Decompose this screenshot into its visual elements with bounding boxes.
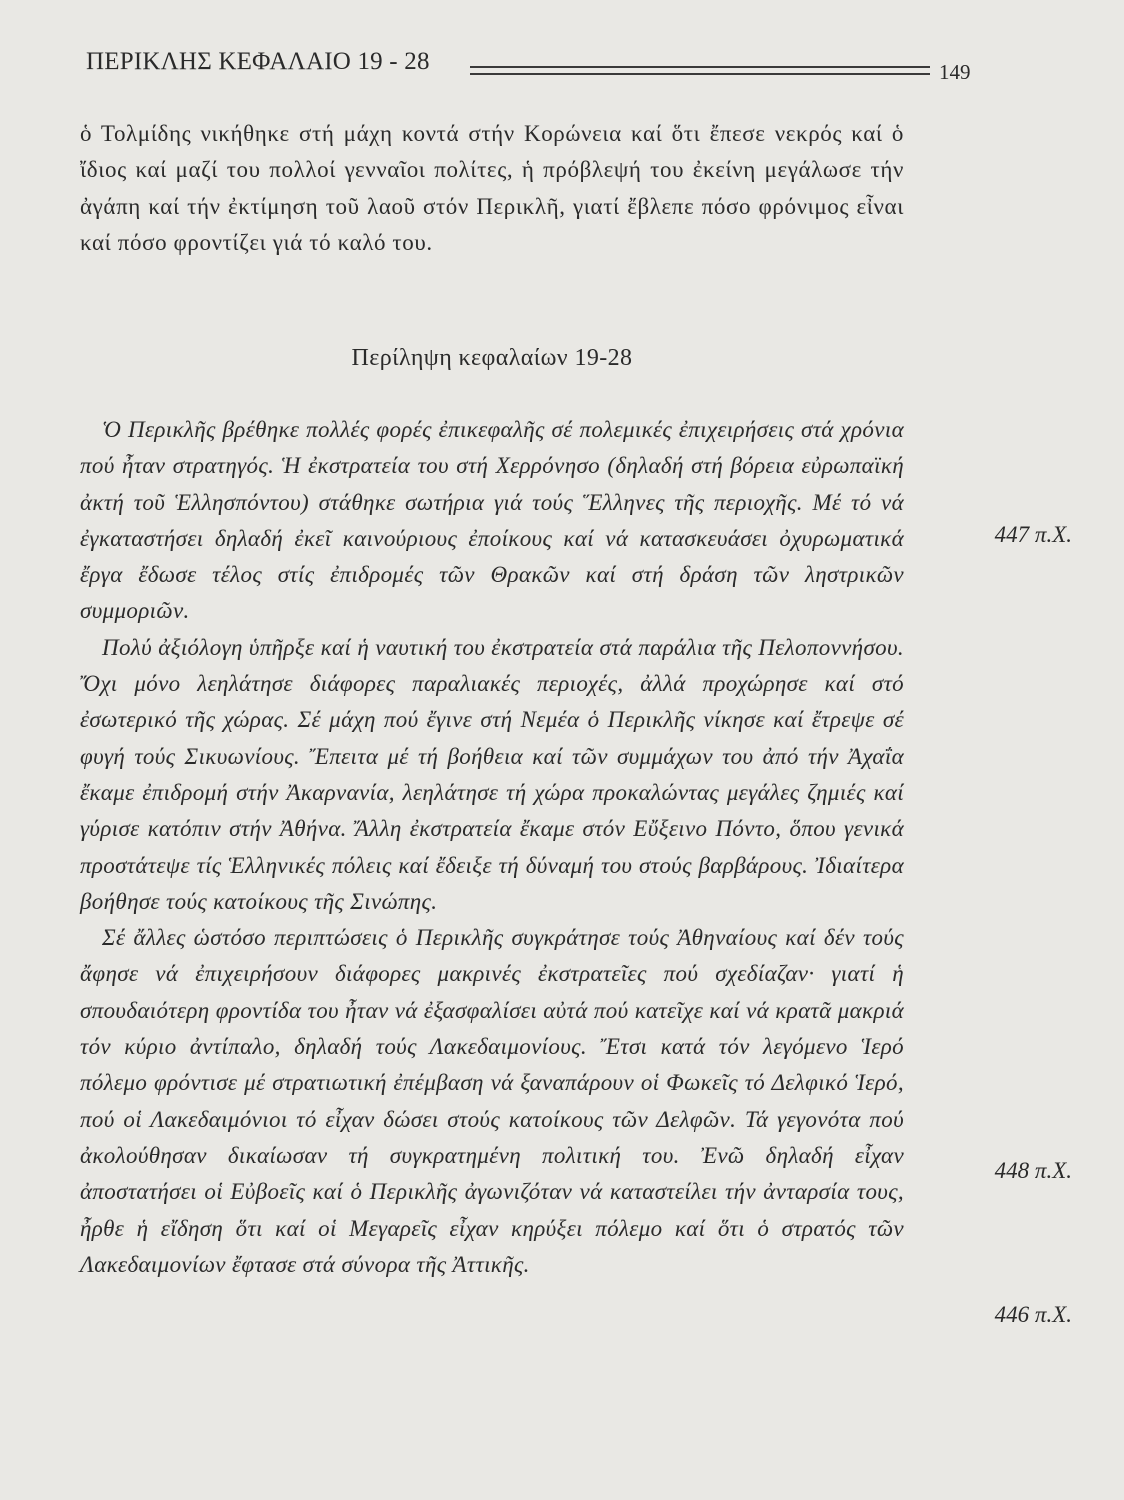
margin-date-448: 448 π.Χ. (994, 1158, 1072, 1183)
section-heading: Περίληψη κεφαλαίων 19-28 (351, 345, 633, 371)
intro-text: ὁ Τολμίδης νικήθηκε στή μάχη κοντά στήν Κορώνεια καί ὅτι ἔπεσε νεκρός καί ὁ ἴδιος καί μαζί του πολλοί γενναῖοι πολίτες, ἡ πρόβλεψή του ἐκείνη μεγάλωσε τήν ἀγάπη καί τήν ἐκτίμηση τοῦ λαοῦ στόν Περικλῆ, γιατί ἔβλεπε πόσο φρόνιμος εἶναι καί πόσο φροντίζει γιά τό καλό του. (80, 121, 904, 255)
margin-date-447: 447 π.Χ. (994, 522, 1072, 547)
intro-paragraph (80, 116, 904, 261)
summary-paragraph-3: Σέ ἄλλες ὡστόσο περιπτώσεις ὁ Περικλῆς συγκράτησε τούς Ἀθηναίους καί δέν τούς ἄφησε νά ἐπιχειρήσουν διάφορες μακρινές ἐκστρατεῖες πού σχεδίαζαν· γιατί ἡ σπουδαιότερη φροντίδα του ἦταν νά ἐξασφαλίσει αὐτά πού κατεῖχε καί νά κρατᾶ μακριά τόν κύριο ἀντίπαλο, δηλαδή τούς Λακεδαιμονίους. Ἔτσι κατά τόν λεγόμενο Ἱερό πόλεμο φρόντισε μέ στρατιωτική ἐπέμβαση νά ξαναπάρουν οἱ Φωκεῖς τό Δελφικό Ἱερό, πού οἱ Λακεδαιμόνιοι τό εἶχαν δώσει στούς κατοίκους τῶν Δελφῶν. Τά γεγονότα πού ἀκολούθησαν δικαίωσαν τή συγκρατημένη πολιτική του. Ἐνῶ δηλαδή εἶχαν ἀποστατήσει οἱ Εὐβοεῖς καί ὁ Περικλῆς ἀγωνιζόταν νά καταστείλει τήν ἀνταρσία τους, ἦρθε ἡ εἴδηση ὅτι καί οἱ Μεγαρεῖς εἶχαν κηρύξει πόλεμο καί ὅτι ὁ στρατός τῶν Λακεδαιμονίων ἔφτασε στά σύνορα τῆς Ἀττικῆς. (80, 925, 904, 1277)
summary-paragraph-2: Πολύ ἀξιόλογη ὑπῆρξε καί ἡ ναυτική του ἐκστρατεία στά παράλια τῆς Πελοποννήσου. Ὄχι μόνο λεηλάτησε διάφορες παραλιακές περιοχές, ἀλλά προχώρησε καί στό ἐσωτερικό τῆς χώρας. Σέ μάχη πού ἔγινε στή Νεμέα ὁ Περικλῆς νίκησε καί ἔτρεψε σέ φυγή τούς Σικυωνίους. Ἔπειτα μέ τή βοήθεια καί τῶν συμμάχων του ἀπό τήν Ἀχαΐα ἔκαμε ἐπιδρομή στήν Ἀκαρνανία, λεηλάτησε τή χώρα προκαλώντας μεγάλες ζημιές καί γύρισε κατόπιν στήν Ἀθήνα. Ἄλλη ἐκστρατεία ἔκαμε στόν Εὔξεινο Πόντο, ὅπου γενικά προστάτεψε τίς Ἑλληνικές πόλεις καί ἔδειξε τή δύναμή του στούς βαρβάρους. Ἰδιαίτερα βοήθησε τούς κατοίκους τῆς Σινώπης. (80, 634, 904, 914)
margin-date-446: 446 π.Χ. (994, 1302, 1072, 1327)
summary-text (80, 412, 904, 1283)
page-number: 149 (939, 60, 971, 84)
running-header (86, 44, 971, 84)
summary-paragraph-1: Ὁ Περικλῆς βρέθηκε πολλές φορές ἐπικεφαλῆς σέ πολεμικές ἐπιχειρήσεις στά χρόνια πού ἦταν στρατηγός. Ἡ ἐκστρατεία του στή Χερρόνησο (δηλαδή στή βόρεια εὐρωπαϊκή ἀκτή τοῦ Ἑλλησπόντου) στάθηκε σωτήρια γιά τούς Ἕλληνες τῆς περιοχῆς. Μέ τό νά ἐγκαταστήσει δηλαδή ἐκεῖ καινούριους ἐποίκους καί νά κατασκευάσει ὀχυρωματικά ἔργα ἔδωσε τέλος στίς ἐπιδρομές τῶν Θρακῶν καί στή δράση τῶν ληστρικῶν συμμοριῶν. (80, 417, 904, 624)
header-rule (470, 66, 930, 75)
header-title: ΠΕΡΙΚΛΗΣ ΚΕΦΑΛΑΙΟ 19 - 28 (86, 48, 430, 75)
